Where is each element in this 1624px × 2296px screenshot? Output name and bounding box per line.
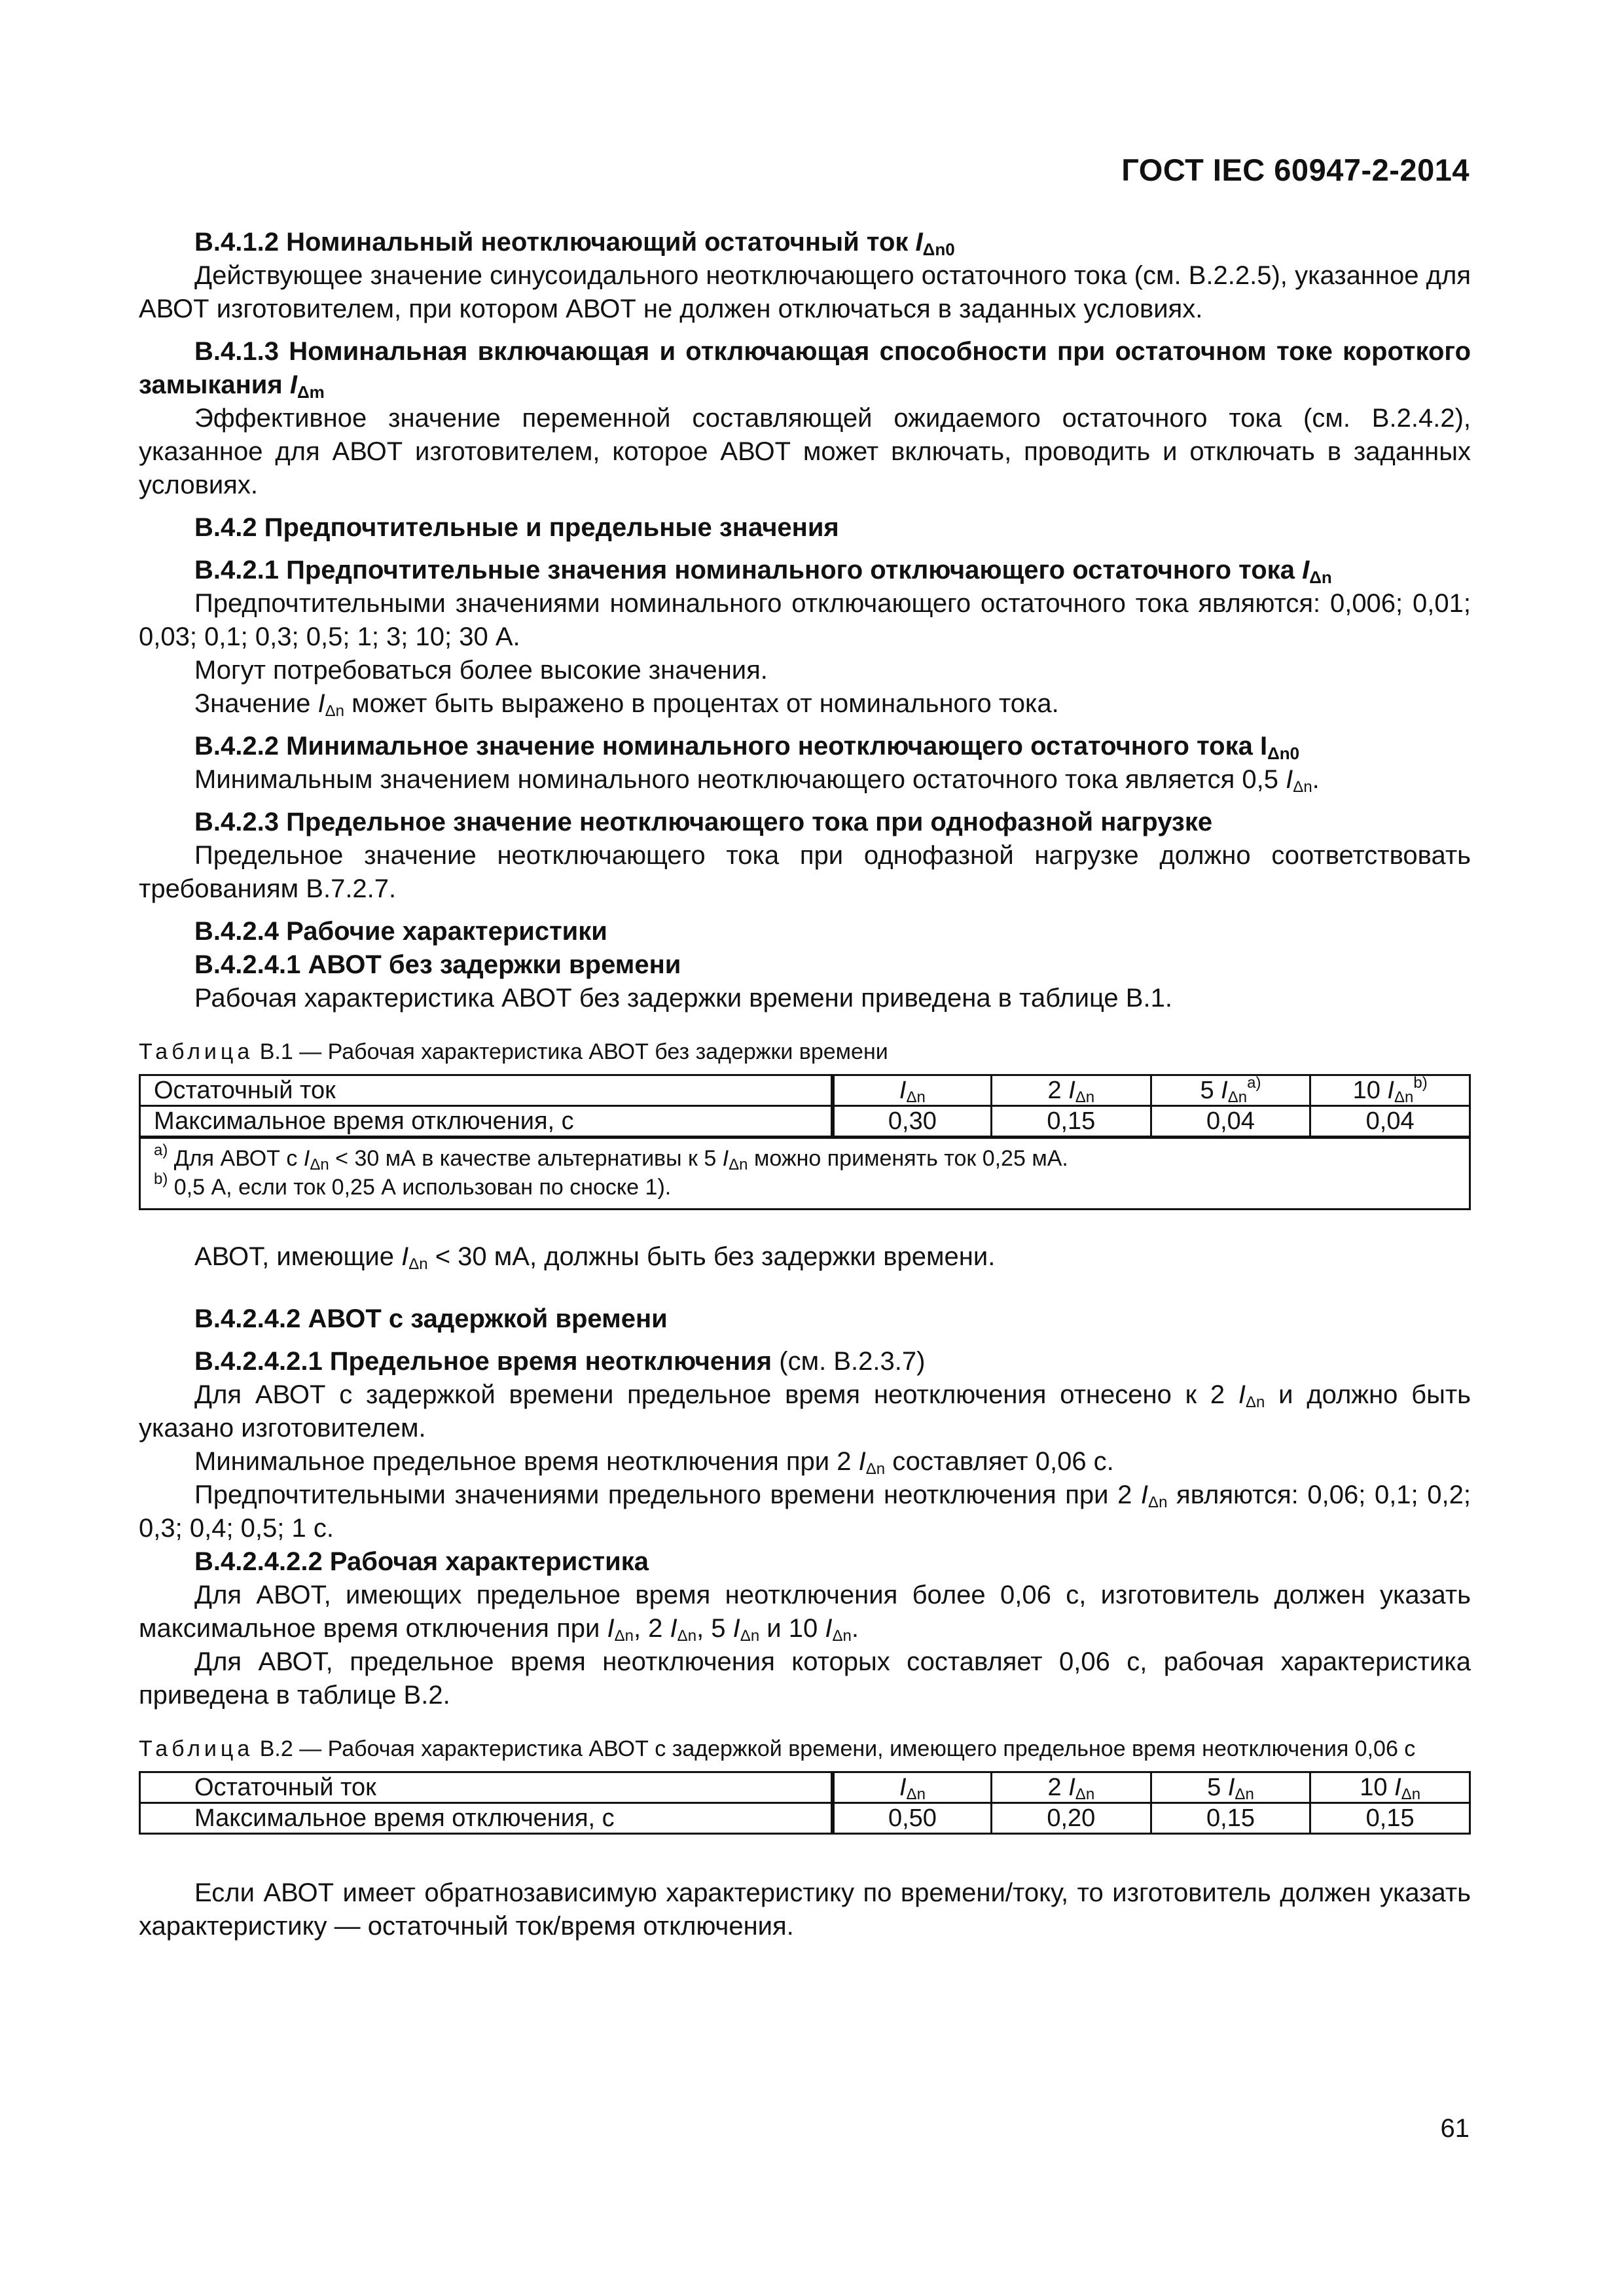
table-cell: 5 $I_{\Delta n}^{a)}$ xyxy=(1151,1075,1310,1106)
page-content xyxy=(139,226,1471,1943)
table-b1-row-time xyxy=(140,1106,1470,1138)
table-b1-caption: Таблица В.1 — Рабочая характеристика АВОТ без задержки времени xyxy=(139,1039,888,1064)
table-cell: 5 $I_{\Delta n}$ xyxy=(1151,1772,1310,1803)
table-cell: 2 $I_{\Delta n}$ xyxy=(992,1772,1151,1803)
paragraph-b4-1-2: Действующее значение синусоидального неотключающего остаточного тока (см. В.2.2.5), указанное для АВОТ изготовителем, при котором АВОТ не должен отключаться в заданных условиях. xyxy=(139,261,1471,323)
table-cell: $I_{\Delta n}$ xyxy=(833,1772,992,1803)
table-b1-notes xyxy=(140,1138,1470,1210)
standard-header: ГОСТ IEC 60947-2-2014 xyxy=(1121,152,1470,187)
table-cell: 0,30 xyxy=(833,1106,992,1138)
table-cell: 0,50 xyxy=(833,1803,992,1834)
table-b2 xyxy=(139,1771,1471,1835)
table-note-a: $^{a)}$ Для АВОТ с $I_{\Delta n} < 30$ мА в качестве альтернативы к 5 $I_{\Delta n}$ можно применять ток 0,25 мА. xyxy=(154,1141,1068,1174)
table-notes-cell xyxy=(140,1138,1470,1210)
heading-b4-2-3: B.4.2.3 Предельное значение неотключающего тока при однофазной нагрузке xyxy=(194,808,1213,836)
heading-b4-2: B.4.2 Предпочтительные и предельные значения xyxy=(194,513,839,542)
table-b1-row-current xyxy=(140,1075,1470,1106)
paragraph-b4-2-4-2-1-b: Минимальное предельное время неотключения при 2 $I_{\Delta n}$ составляет 0,06 с. xyxy=(194,1447,1114,1478)
heading-b4-2-2: B.4.2.2 Минимальное значение номинального неотключающего остаточного тока IΔn0 xyxy=(194,732,1300,763)
heading-b4-2-4: B.4.2.4 Рабочие характеристики xyxy=(194,917,607,946)
paragraph-b4-2-1-percent: Значение $I_{\Delta n}$ может быть выражено в процентах от номинального тока. xyxy=(194,689,1059,720)
heading-b4-2-4-2-1: B.4.2.4.2.1 Предельное время неотключения (см. В.2.3.7) xyxy=(194,1347,926,1376)
paragraph-b4-2-2: Минимальным значением номинального неотключающего остаточного тока является 0,5 $I_{\Delta n}$. xyxy=(194,765,1320,796)
heading-b4-1-2: B.4.1.2 Номинальный неотключающий остаточный ток IΔn0 xyxy=(194,228,955,259)
heading-b4-2-1: B.4.2.1 Предпочтительные значения номинального отключающего остаточного тока IΔn xyxy=(194,556,1332,587)
heading-b4-2-4-2-2: B.4.2.4.2.2 Рабочая характеристика xyxy=(194,1547,649,1576)
table-cell: 0,20 xyxy=(992,1803,1151,1834)
table-cell: 0,04 xyxy=(1310,1106,1470,1138)
table-cell: 0,04 xyxy=(1151,1106,1310,1138)
table-b2-row-time xyxy=(140,1803,1470,1834)
table-note-b: $^{b)}$ 0,5 А, если ток 0,25 А использован по сноске 1). xyxy=(154,1170,672,1200)
table-b2-caption: Таблица В.2 — Рабочая характеристика АВОТ с задержкой времени, имеющего предельное время неотключения 0,06 с xyxy=(139,1736,1416,1761)
table-b1 xyxy=(139,1074,1471,1210)
paragraph-b4-2-1-values: Предпочтительными значениями номинального отключающего остаточного тока являются: 0,006; 0,01; 0,03; 0,1; 0,3; 0,5; 1; 3; 10; 30 А. xyxy=(139,589,1471,651)
table-cell: 0,15 xyxy=(991,1106,1151,1138)
paragraph-b4-2-4-1: Рабочая характеристика АВОТ без задержки времени приведена в таблице В.1. xyxy=(194,984,1172,1013)
paragraph-b4-2-4-2-2-a: Для АВОТ, имеющих предельное время неотключения более 0,06 с, изготовитель должен указать максимальное время отключения при $I_{\Delta n}$, 2 $I_{\Delta n}$, 5 $I_{\Delta n}$ и 10 $I_{\Delta n}$. xyxy=(139,1581,1471,1645)
page-number: 61 xyxy=(1440,2114,1470,2143)
table-cell: Максимальное время отключения, с xyxy=(140,1106,833,1138)
paragraph-b4-2-4-2-1-a: Для АВОТ с задержкой времени предельное время неотключения отнесено к 2 $I_{\Delta n}$ и должно быть указано изготовителем. xyxy=(139,1380,1471,1443)
heading-b4-2-4-2: B.4.2.4.2 АВОТ с задержкой времени xyxy=(194,1304,668,1333)
table-cell: $I_{\Delta n}$ xyxy=(833,1075,992,1106)
table-cell: Максимальное время отключения, с xyxy=(140,1803,833,1834)
table-b2-row-current xyxy=(140,1772,1470,1803)
table-cell: 0,15 xyxy=(1151,1803,1310,1834)
paragraph-after-table-b1: АВОТ, имеющие $I_{\Delta n} < 30$ мА, должны быть без задержки времени. xyxy=(194,1242,996,1273)
paragraph-b4-1-3: Эффективное значение переменной составляющей ожидаемого остаточного тока (см. В.2.4.2), указанное для АВОТ изготовителем, которое АВОТ может включать, проводить и отключать в заданных условиях. xyxy=(139,404,1471,499)
table-cell: 10 $I_{\Delta n}$ xyxy=(1310,1772,1470,1803)
paragraph-b4-2-1-higher: Могут потребоваться более высокие значения. xyxy=(194,656,768,685)
table-cell: Остаточный ток xyxy=(140,1075,833,1106)
paragraph-b4-2-3: Предельное значение неотключающего тока при однофазной нагрузке должно соответствовать требованиям В.7.2.7. xyxy=(139,841,1471,903)
table-cell: 10 $I_{\Delta n}^{b)}$ xyxy=(1310,1075,1470,1106)
table-cell: 0,15 xyxy=(1310,1803,1470,1834)
table-cell: Остаточный ток xyxy=(140,1772,833,1803)
heading-b4-2-4-1: B.4.2.4.1 АВОТ без задержки времени xyxy=(194,950,681,979)
paragraph-b4-2-4-2-1-c: Предпочтительными значениями предельного времени неотключения при 2 $I_{\Delta n}$ являются: 0,06; 0,1; 0,2; 0,3; 0,4; 0,5; 1 с. xyxy=(139,1480,1471,1543)
paragraph-final: Если АВОТ имеет обратнозависимую характеристику по времени/току, то изготовитель должен указать характеристику — остаточный ток/время отключения. xyxy=(139,1878,1471,1941)
paragraph-b4-2-4-2-2-b: Для АВОТ, предельное время неотключения которых составляет 0,06 с, рабочая характеристика приведена в таблице В.2. xyxy=(139,1647,1471,1710)
table-cell: 2 $I_{\Delta n}$ xyxy=(991,1075,1151,1106)
heading-b4-1-3: B.4.1.3 Номинальная включающая и отключающая способности при остаточном токе короткого замыкания IΔm xyxy=(139,337,1471,402)
